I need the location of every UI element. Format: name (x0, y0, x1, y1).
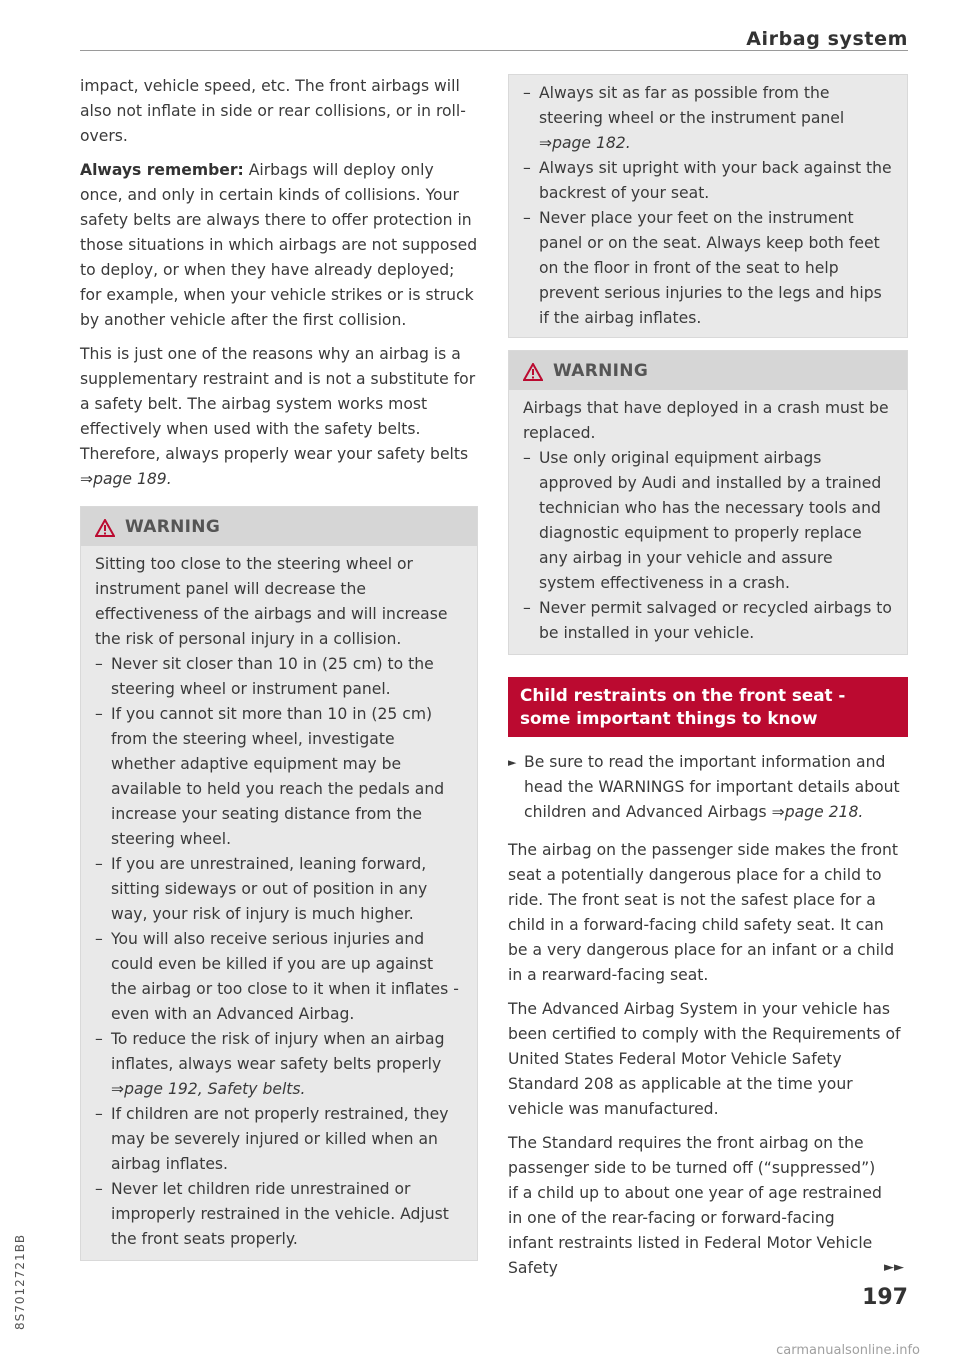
paragraph-text: Airbags will deploy only once, and only in certain kinds of collisions. Your safety belts are always there to offer protection in those situations in which airbags are not supposed to deploy, or when they have already deployed; for example, when your vehicle strikes or is struck by another vehicle after the first collision. (80, 161, 478, 329)
warning-item: – If you cannot sit more than 10 in (25 cm) from the steering wheel, investigate whether adaptive equipment may be available to held you reach the pedals and increase your seating distance from the steering wheel. (95, 702, 463, 852)
section-heading: Child restraints on the front seat - some important things to know (508, 677, 908, 737)
instruction-text: Be sure to read the important information and head the WARNINGS for important details about children and Advanced Airbags (524, 753, 900, 821)
warning-item: – Always sit upright with your back against the backrest of your seat. (523, 156, 893, 206)
warning-item: – If children are not properly restrained, they may be severely injured or killed when an airbag inflates. (95, 1102, 463, 1177)
warning-item-text: Always sit as far as possible from the steering wheel or the instrument panel (539, 84, 845, 127)
warning-item: – You will also receive serious injuries and could even be killed if you are up against the airbag or too close to it when it inflates - even with an Advanced Airbag. (95, 927, 463, 1027)
right-column (508, 76, 908, 1290)
warning-item (523, 81, 893, 156)
continue-arrow-icon: ►► (884, 1260, 904, 1275)
warning-intro: Airbags that have deployed in a crash must be replaced. (523, 399, 889, 442)
warning-header (509, 351, 907, 390)
warning-continuation-box (508, 74, 908, 338)
page-reference-link[interactable]: ⇒page 218. (771, 803, 864, 821)
bullet-arrow-icon: ► (508, 756, 517, 769)
warning-item (95, 1027, 463, 1102)
warning-box (508, 350, 908, 655)
document-code: 8S7012721BB (13, 1233, 27, 1330)
warning-item: – If you are unrestrained, leaning forward, sitting sideways or out of position in any way, your risk of injury is much higher. (95, 852, 463, 927)
page-reference-link[interactable]: ⇒page 192, Safety belts. (111, 1080, 306, 1098)
warning-item: – Use only original equipment airbags approved by Audi and installed by a trained technician who has the necessary tools and diagnostic equipment to properly replace any airbag in your vehicle and assure system effectiveness in a crash. (523, 446, 893, 596)
warning-item: – Never let children ride unrestrained or improperly restrained in the vehicle. Adjust the front seats properly. (95, 1177, 463, 1252)
warning-title: WARNING (125, 517, 221, 537)
warning-item: – Never permit salvaged or recycled airbags to be installed in your vehicle. (523, 596, 893, 646)
warning-header (81, 507, 477, 546)
paragraph-text: This is just one of the reasons why an airbag is a supplementary restraint and is not a substitute for a safety belt. The airbag system works most effectively when used with the safety belts. Therefore, always properly wear your safety belts (80, 345, 476, 463)
warning-triangle-icon (523, 363, 543, 381)
warning-intro: Sitting too close to the steering wheel or instrument panel will decrease the effectiveness of the airbags and will increase the risk of personal injury in a collision. (95, 555, 448, 648)
paragraph: The Advanced Airbag System in your vehicle has been certified to comply with the Requirements of United States Federal Motor Vehicle Safety Standard 208 as applicable at the time your vehicle was manufactured. (508, 1000, 901, 1118)
warning-item-text: To reduce the risk of injury when an airbag inflates, always wear safety belts properly (111, 1030, 445, 1073)
watermark: carmanualsonline.info (776, 1343, 920, 1358)
paragraph: The Standard requires the front airbag on the passenger side to be turned off (“suppressed”) if a child up to about one year of age restrained in one of the rear-facing or forward-facing infant restraints listed in Federal Motor Vehicle Safety (508, 1134, 882, 1277)
page-title: Airbag system (746, 28, 908, 50)
page-reference-link[interactable]: ⇒page 182. (539, 134, 631, 152)
paragraph (80, 342, 478, 492)
warning-item: – Never place your feet on the instrument panel or on the seat. Always keep both feet on the floor in front of the seat to help prevent serious injuries to the legs and hips if the airbag inflates. (523, 206, 893, 331)
warning-item: – Never sit closer than 10 in (25 cm) to the steering wheel or instrument panel. (95, 652, 463, 702)
header-divider (80, 50, 908, 51)
paragraph (80, 158, 478, 333)
warning-title: WARNING (553, 361, 649, 381)
instruction-bullet (508, 750, 908, 825)
page-reference-link[interactable]: ⇒page 189. (80, 470, 172, 488)
page-number: 197 (862, 1285, 908, 1310)
lead-label: Always remember: (80, 161, 244, 179)
warning-triangle-icon (95, 519, 115, 537)
paragraph: impact, vehicle speed, etc. The front airbags will also not inflate in side or rear collisions, or in roll-overs. (80, 77, 466, 145)
warning-box (80, 506, 478, 1261)
left-column (80, 74, 478, 1261)
paragraph: The airbag on the passenger side makes the front seat a potentially dangerous place for a child to ride. The front seat is not the safest place for a child in a forward-facing child safety seat. It can be a very dangerous place for an infant or a child in a rearward-facing seat. (508, 841, 898, 984)
